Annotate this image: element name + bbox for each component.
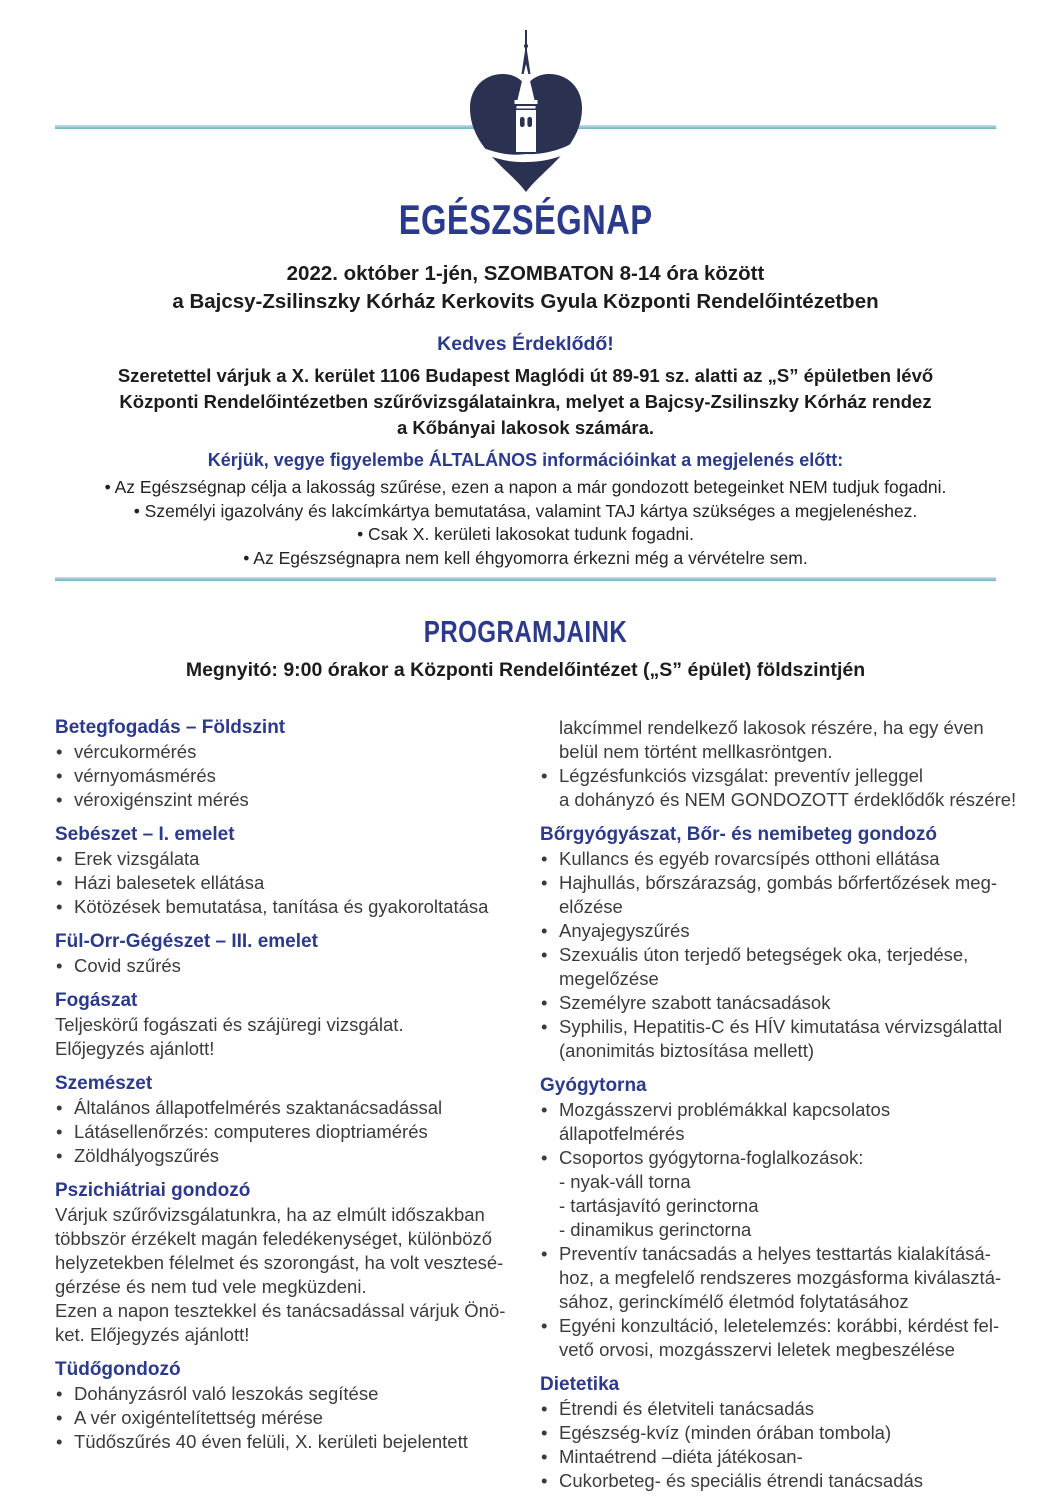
program-section <box>540 1074 1012 1362</box>
bullet-dot-icon: • <box>56 1383 63 1404</box>
program-section <box>55 823 507 919</box>
program-bullet-item <box>55 1120 507 1144</box>
program-section-heading: Betegfogadás – Földszint <box>55 717 286 738</box>
info-bullet-line: • Az Egészségnapra nem kell éhgyomorra érkezni még a vérvételre sem. <box>243 547 808 568</box>
programs-columns <box>55 716 1017 1504</box>
program-item-text: Kötözések bemutatása, tanítása és gyakoroltatása <box>74 896 489 917</box>
program-bullet-item <box>540 943 1012 991</box>
programs-title: PROGRAMJAINK <box>423 614 628 649</box>
program-section <box>55 1358 507 1454</box>
program-item-text: Teljeskörű fogászati és szájüregi vizsgálat. Előjegyzés ajánlott! <box>55 1014 404 1059</box>
programs-right-column <box>540 716 1017 1504</box>
program-section-heading: Pszichiátriai gondozó <box>55 1180 251 1201</box>
bullet-dot-icon: • <box>541 848 548 869</box>
program-item-text: Kullancs és egyéb rovarcsípés otthoni ellátása <box>559 848 940 869</box>
program-bullet-item <box>540 847 1012 871</box>
program-item-text: vércukormérés <box>74 741 197 762</box>
program-item-text: Anyajegyszűrés <box>559 920 690 941</box>
program-bullet-item <box>55 740 507 764</box>
program-item-text: Házi balesetek ellátása <box>74 872 265 893</box>
program-text-line <box>540 716 1012 764</box>
bullet-dot-icon: • <box>541 1147 548 1168</box>
program-bullet-item <box>55 895 507 919</box>
bullet-dot-icon: • <box>56 848 63 869</box>
program-section <box>540 716 1017 812</box>
program-bullet-item <box>55 1096 507 1120</box>
program-item-text: Erek vizsgálata <box>74 848 200 869</box>
program-item-text: Várjuk szűrővizsgálatunkra, ha az elmúlt időszakban többször érzékelt magán feledékenységet, különböző helyzetekben félelmet és szorongást, ha volt vesztesé- gérzése és nem tud vele megküzdeni. Ezen a napon tesztekkel és tanácsadással várjuk Önö- ket. Előjegyzés ajánlott! <box>55 1204 506 1345</box>
program-item-text: Zöldhályogszűrés <box>74 1145 219 1166</box>
program-section-heading: Fogászat <box>55 990 138 1011</box>
program-section <box>55 989 507 1061</box>
bullet-dot-icon: • <box>541 1422 548 1443</box>
program-section-heading: Sebészet – I. emelet <box>55 824 235 845</box>
program-item-text: Cukorbeteg- és speciális étrendi tanácsadás <box>559 1470 924 1491</box>
program-item-text: - dinamikus gerinctorna <box>559 1219 752 1240</box>
program-bullet-item <box>55 1382 507 1406</box>
general-info-title: Kérjük, vegye figyelembe ÁLTALÁNOS információinkat a megjelenés előtt: <box>207 450 844 470</box>
program-section-heading: Bőrgyógyászat, Bőr- és nemibeteg gondozó <box>540 824 937 845</box>
bullet-dot-icon: • <box>56 741 63 762</box>
program-bullet-item <box>540 1445 1012 1469</box>
program-bullet-item <box>540 1015 1012 1063</box>
program-bullet-item <box>55 764 507 788</box>
bullet-dot-icon: • <box>541 992 548 1013</box>
program-item-text: Egészség-kvíz (minden órában tombola) <box>559 1422 892 1443</box>
program-item-text: Syphilis, Hepatitis-C és HÍV kimutatása vérvizsgálattal (anonimitás biztosítása mellett) <box>559 1016 1003 1061</box>
bullet-dot-icon: • <box>56 1097 63 1118</box>
program-item-text: Preventív tanácsadás a helyes testtartás kialakításá- hoz, a megfelelő rendszeres mozgásforma kiválasztá- sához, gerinckímélő életmód folytatásához <box>559 1243 1002 1312</box>
program-bullet-item <box>55 1430 507 1454</box>
program-sub-item <box>540 1170 1012 1194</box>
program-bullet-item <box>540 1397 1012 1421</box>
program-bullet-item <box>540 764 1017 812</box>
bullet-dot-icon: • <box>541 920 548 941</box>
programs-left-column <box>55 716 507 1465</box>
program-bullet-item <box>540 871 1012 919</box>
program-item-text: Hajhullás, bőrszárazság, gombás bőrfertőzések meg- előzése <box>559 872 998 917</box>
program-bullet-item <box>540 1469 1012 1493</box>
program-item-text: vérnyomásmérés <box>74 765 216 786</box>
event-date-line: 2022. október 1-jén, SZOMBATON 8-14 óra között <box>286 262 765 285</box>
program-bullet-item <box>540 1314 1012 1362</box>
program-item-text: - tartásjavító gerinctorna <box>559 1195 759 1216</box>
program-section <box>540 1373 1012 1493</box>
program-item-text: Csoportos gyógytorna-foglalkozások: <box>559 1147 864 1168</box>
program-item-text: Személyre szabott tanácsadások <box>559 992 831 1013</box>
bullet-dot-icon: • <box>541 1446 548 1467</box>
program-section <box>55 716 507 812</box>
bullet-dot-icon: • <box>56 1431 63 1452</box>
program-item-text: Étrendi és életviteli tanácsadás <box>559 1398 815 1419</box>
bullet-dot-icon: • <box>541 1315 548 1336</box>
heart-church-icon <box>466 30 586 198</box>
program-text-line <box>55 1203 507 1347</box>
page-title: EGÉSZSÉGNAP <box>398 196 653 243</box>
info-bullet-line: • Az Egészségnap célja a lakosság szűrése, ezen a napon a már gondozott betegeinket NEM tudjuk fogadni. <box>104 477 947 497</box>
program-item-text: Egyéni konzultáció, leletelemzés: korábbi, kérdést fel- vető orvosi, mozgásszervi leletek megbeszélése <box>559 1315 1000 1360</box>
program-text-line <box>55 1013 507 1061</box>
section-divider-line <box>55 577 996 581</box>
program-item-text: Mintaétrend –diéta játékosan- <box>559 1446 803 1467</box>
bullet-dot-icon: • <box>56 1145 63 1166</box>
bullet-dot-icon: • <box>56 896 63 917</box>
program-section <box>55 1072 507 1168</box>
program-item-text: lakcímmel rendelkező lakosok részére, ha egy éven belül nem történt mellkasröntgen. <box>559 717 984 762</box>
program-item-text: Dohányzásról való leszokás segítése <box>74 1383 379 1404</box>
program-bullet-item <box>55 1144 507 1168</box>
program-bullet-item <box>540 1146 1012 1170</box>
program-item-text: A vér oxigéntelítettség mérése <box>74 1407 323 1428</box>
bullet-dot-icon: • <box>541 1470 548 1491</box>
bullet-dot-icon: • <box>56 872 63 893</box>
program-bullet-item <box>540 919 1012 943</box>
program-section-heading: Szemészet <box>55 1073 153 1094</box>
program-item-text: Tüdőszűrés 40 éven felüli, X. kerületi bejelentett <box>74 1431 468 1452</box>
program-bullet-item <box>55 954 507 978</box>
greeting-line: Kedves Érdeklődő! <box>437 333 614 355</box>
bullet-dot-icon: • <box>541 944 548 965</box>
program-bullet-item <box>55 788 507 812</box>
program-section <box>55 930 507 978</box>
bullet-dot-icon: • <box>541 1398 548 1419</box>
intro-line: a Kőbányai lakosok számára. <box>396 417 655 438</box>
bullet-dot-icon: • <box>541 1243 548 1264</box>
program-item-text: Látásellenőrzés: computeres dioptriamérés <box>74 1121 428 1142</box>
opening-ceremony-line: Megnyitó: 9:00 órakor a Központi Rendelőintézet („S” épület) földszintjén <box>185 659 866 681</box>
program-section <box>540 823 1012 1063</box>
info-bullet-line: • Személyi igazolvány és lakcímkártya bemutatása, valamint TAJ kártya szükséges a megjelenéshez. <box>133 500 918 521</box>
program-bullet-item <box>540 1242 1012 1314</box>
bullet-dot-icon: • <box>56 1407 63 1428</box>
program-item-text: Mozgásszervi problémákkal kapcsolatos állapotfelmérés <box>559 1099 891 1144</box>
program-item-text: Általános állapotfelmérés szaktanácsadással <box>74 1097 443 1118</box>
program-section-heading: Dietetika <box>540 1374 620 1395</box>
bullet-dot-icon: • <box>56 955 63 976</box>
program-bullet-item <box>55 871 507 895</box>
event-location-line: a Bajcsy-Zsilinszky Kórház Kerkovits Gyula Központi Rendelőintézetben <box>172 290 879 313</box>
program-bullet-item <box>55 1406 507 1430</box>
bullet-dot-icon: • <box>541 1099 548 1120</box>
intro-line: Központi Rendelőintézetben szűrővizsgálatainkra, melyet a Bajcsy-Zsilinszky Kórház rendez <box>119 391 932 412</box>
bullet-dot-icon: • <box>541 1016 548 1037</box>
program-bullet-item <box>540 991 1012 1015</box>
program-item-text: Covid szűrés <box>74 955 181 976</box>
info-bullet-line: • Csak X. kerületi lakosokat tudunk fogadni. <box>357 524 694 544</box>
bullet-dot-icon: • <box>541 872 548 893</box>
program-bullet-item <box>540 1098 1012 1146</box>
bullet-dot-icon: • <box>56 765 63 786</box>
program-item-text: Légzésfunkciós vizsgálat: preventív jelleggel a dohányzó és NEM GONDOZOTT érdeklődők részére! <box>559 765 1017 810</box>
program-sub-item <box>540 1218 1012 1242</box>
program-section-heading: Fül-Orr-Gégészet – III. emelet <box>55 931 318 952</box>
program-item-text: Szexuális úton terjedő betegségek oka, terjedése, megelőzése <box>559 944 969 989</box>
intro-paragraph <box>0 363 1051 441</box>
program-sub-item <box>540 1194 1012 1218</box>
program-section-heading: Gyógytorna <box>540 1075 647 1096</box>
bullet-dot-icon: • <box>56 1121 63 1142</box>
general-info-bullet-list <box>0 476 1051 570</box>
bullet-dot-icon: • <box>56 789 63 810</box>
program-bullet-item <box>540 1421 1012 1445</box>
heart-church-logo <box>466 30 586 203</box>
bullet-dot-icon: • <box>541 765 548 786</box>
program-item-text: - nyak-váll torna <box>559 1171 691 1192</box>
program-bullet-item <box>55 847 507 871</box>
program-section <box>55 1179 507 1347</box>
intro-line: Szeretettel várjuk a X. kerület 1106 Budapest Maglódi út 89-91 sz. alatti az „S” épületben lévő <box>117 365 934 386</box>
program-section-heading: Tüdőgondozó <box>55 1359 181 1380</box>
program-item-text: véroxigénszint mérés <box>74 789 249 810</box>
